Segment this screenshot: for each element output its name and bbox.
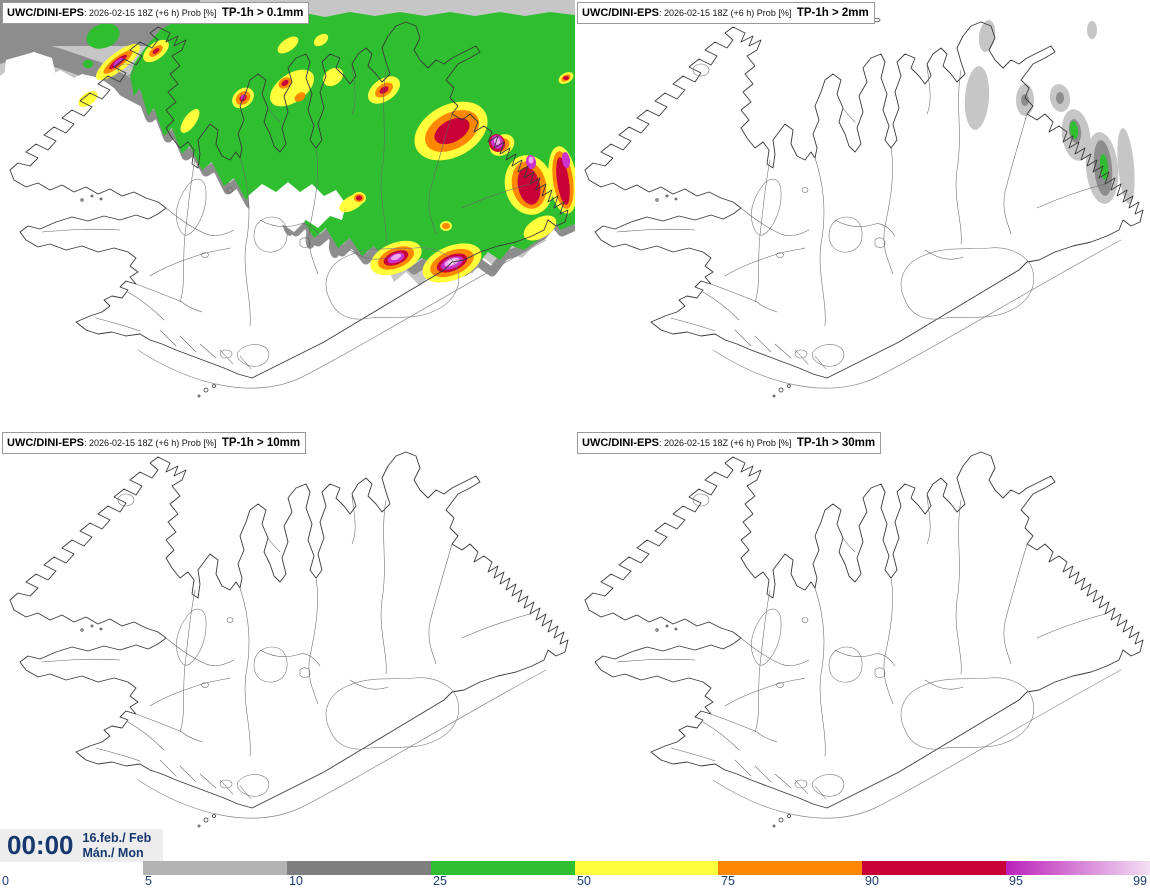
colorbar-tick-75: 75: [721, 874, 735, 888]
colorbar-segment-25-50: [431, 861, 575, 875]
colorbar-segment-50-75: [575, 861, 719, 875]
model-name: UWC/DINI-EPS: [582, 437, 659, 449]
model-name: UWC/DINI-EPS: [582, 7, 659, 19]
prob-map-0.1mm: [0, 0, 575, 430]
prob-map-2mm: [575, 0, 1150, 430]
threshold-label: TP-1h > 30mm: [796, 437, 876, 449]
run-info: : 2026-02-15 18Z (+6 h) Prob [%]: [84, 438, 219, 448]
panel-tp-2mm: [575, 0, 1150, 430]
prob-map-30mm: [575, 430, 1150, 860]
colorbar-segment-75-90: [718, 861, 862, 875]
valid-time-label: [0, 829, 163, 862]
valid-date: 16.feb./ Feb: [82, 830, 152, 845]
probability-colorbar: [143, 861, 1150, 875]
colorbar-segment-95-99: [1006, 861, 1150, 875]
colorbar-segment-5-10: [143, 861, 287, 875]
run-info: : 2026-02-15 18Z (+6 h) Prob [%]: [659, 438, 794, 448]
panel-title: [2, 432, 306, 454]
run-info: : 2026-02-15 18Z (+6 h) Prob [%]: [659, 8, 794, 18]
panel-title: [2, 2, 309, 24]
colorbar-tick-99: 99: [1133, 874, 1147, 888]
panel-tp-30mm: [575, 430, 1150, 860]
panel-tp-0.1mm: [0, 0, 575, 430]
run-info: : 2026-02-15 18Z (+6 h) Prob [%]: [84, 8, 219, 18]
colorbar-tick-50: 50: [577, 874, 591, 888]
colorbar-tick-90: 90: [865, 874, 879, 888]
panel-title: [577, 2, 875, 24]
panel-title: [577, 432, 881, 454]
valid-time-date: [83, 831, 152, 861]
valid-time-clock: 00:00: [7, 830, 74, 860]
colorbar-tick-10: 10: [289, 874, 303, 888]
colorbar-tick-25: 25: [433, 874, 447, 888]
threshold-label: TP-1h > 10mm: [221, 437, 301, 449]
colorbar-segment-90-95: [862, 861, 1006, 875]
model-name: UWC/DINI-EPS: [7, 437, 84, 449]
prob-map-10mm: [0, 430, 575, 860]
valid-day: Mán./ Mon: [82, 845, 144, 860]
model-name: UWC/DINI-EPS: [7, 7, 84, 19]
colorbar-tick-95: 95: [1009, 874, 1023, 888]
threshold-label: TP-1h > 0.1mm: [221, 7, 304, 19]
threshold-label: TP-1h > 2mm: [796, 7, 869, 19]
panel-tp-10mm: [0, 430, 575, 860]
colorbar-tick-5: 5: [145, 874, 152, 888]
colorbar-tick-0: 0: [2, 874, 9, 888]
colorbar-segment-10-25: [287, 861, 431, 875]
